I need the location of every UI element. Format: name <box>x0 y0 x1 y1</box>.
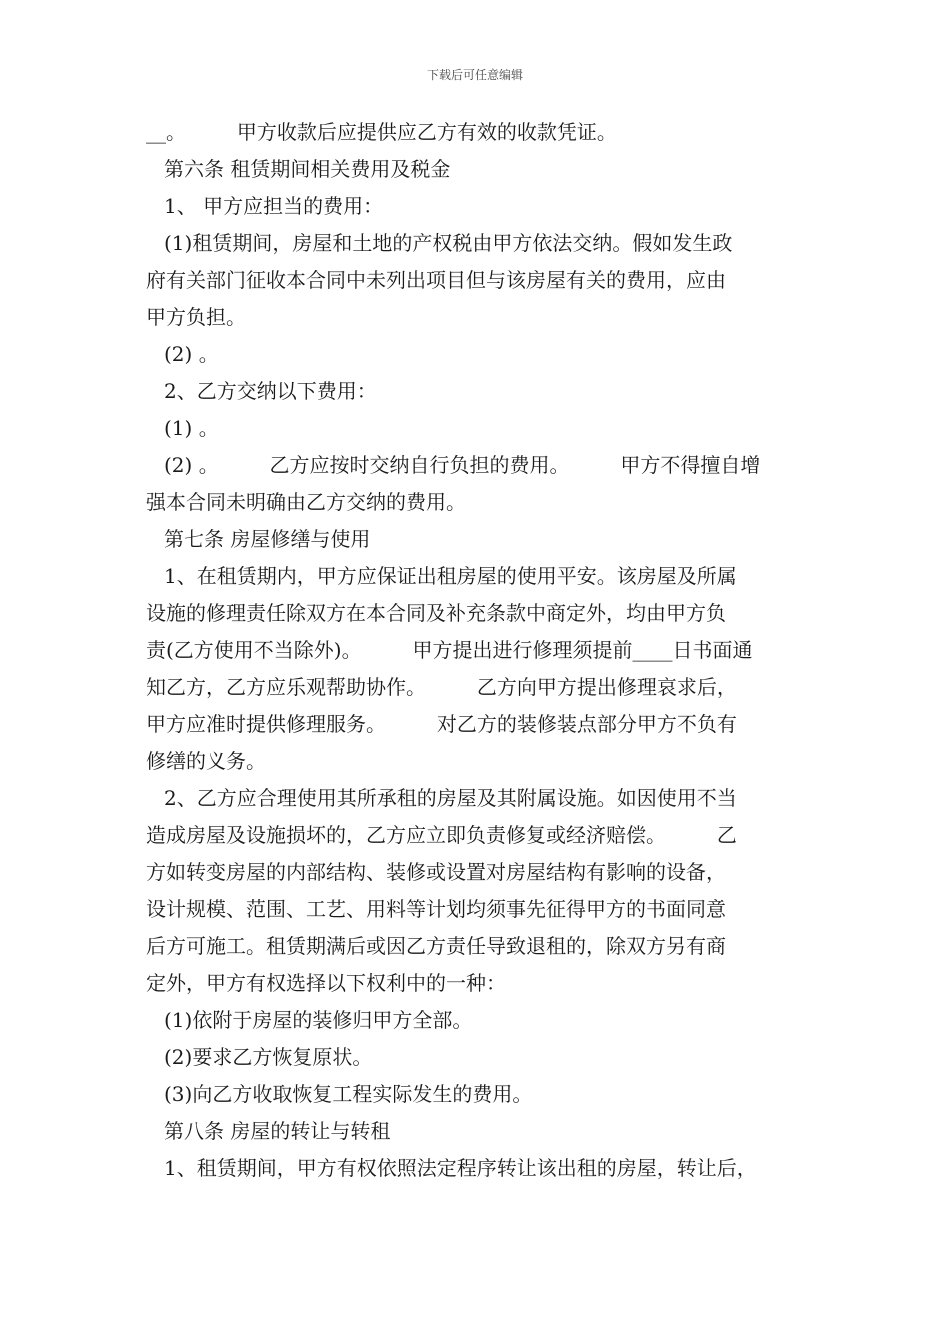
paragraph-line: (2) 。 <box>164 342 219 366</box>
paragraph-line: 修缮的义务。 <box>146 749 266 773</box>
document-body <box>146 114 826 1187</box>
paragraph-line: 设施的修理责任除双方在本合同及补充条款中商定外，均由甲方负 <box>146 601 726 625</box>
page-header: 下载后可任意编辑 <box>426 68 523 82</box>
paragraph-line: 第六条 租赁期间相关费用及税金 <box>164 157 451 181</box>
paragraph-line: 后方可施工。租赁期满后或因乙方责任导致退租的，除双方另有商 <box>146 934 726 958</box>
paragraph-line: 定外，甲方有权选择以下权利中的一种： <box>146 971 506 995</box>
paragraph-line: (2) 。 乙方应按时交纳自行负担的费用。 甲方不得擅自增 <box>164 453 761 477</box>
paragraph-line: (3)向乙方收取恢复工程实际发生的费用。 <box>164 1082 533 1106</box>
paragraph-line: 造成房屋及设施损坏的，乙方应立即负责修复或经济赔偿。 乙 <box>146 823 737 847</box>
paragraph-line: (1)租赁期间，房屋和土地的产权税由甲方依法交纳。假如发生政 <box>164 231 733 255</box>
paragraph-line: (2)要求乙方恢复原状。 <box>164 1045 373 1069</box>
paragraph-line: 1、 甲方应担当的费用： <box>164 194 384 218</box>
paragraph-line: (1)依附于房屋的装修归甲方全部。 <box>164 1008 473 1032</box>
paragraph-line: 设计规模、范围、工艺、用料等计划均须事先征得甲方的书面同意 <box>146 897 726 921</box>
paragraph-line: 甲方应准时提供修理服务。 对乙方的装修装点部分甲方不负有 <box>146 712 737 736</box>
paragraph-line: 强本合同未明确由乙方交纳的费用。 <box>146 490 466 514</box>
paragraph-line: 方如转变房屋的内部结构、装修或设置对房屋结构有影响的设备， <box>146 860 726 884</box>
paragraph-line: 甲方负担。 <box>146 305 246 329</box>
paragraph-line: 2、乙方交纳以下费用： <box>164 379 377 403</box>
paragraph-line: 1、租赁期间，甲方有权依照法定程序转让该出租的房屋，转让后， <box>164 1156 757 1180</box>
paragraph-line: 2、乙方应合理使用其所承租的房屋及其附属设施。如因使用不当 <box>164 786 737 810</box>
paragraph-line: (1) 。 <box>164 416 219 440</box>
paragraph-line: 1、在租赁期内，甲方应保证出租房屋的使用平安。该房屋及所属 <box>164 564 737 588</box>
paragraph-line: 责(乙方使用不当除外)。 甲方提出进行修理须提前____日书面通 <box>146 638 753 662</box>
paragraph-line: 第八条 房屋的转让与转租 <box>164 1119 391 1143</box>
paragraph-line: 知乙方，乙方应乐观帮助协作。 乙方向甲方提出修理哀求后， <box>146 675 737 699</box>
paragraph-line: 府有关部门征收本合同中未列出项目但与该房屋有关的费用，应由 <box>146 268 726 292</box>
paragraph-line: __。 甲方收款后应提供应乙方有效的收款凭证。 <box>146 120 617 144</box>
paragraph-line: 第七条 房屋修缮与使用 <box>164 527 371 551</box>
